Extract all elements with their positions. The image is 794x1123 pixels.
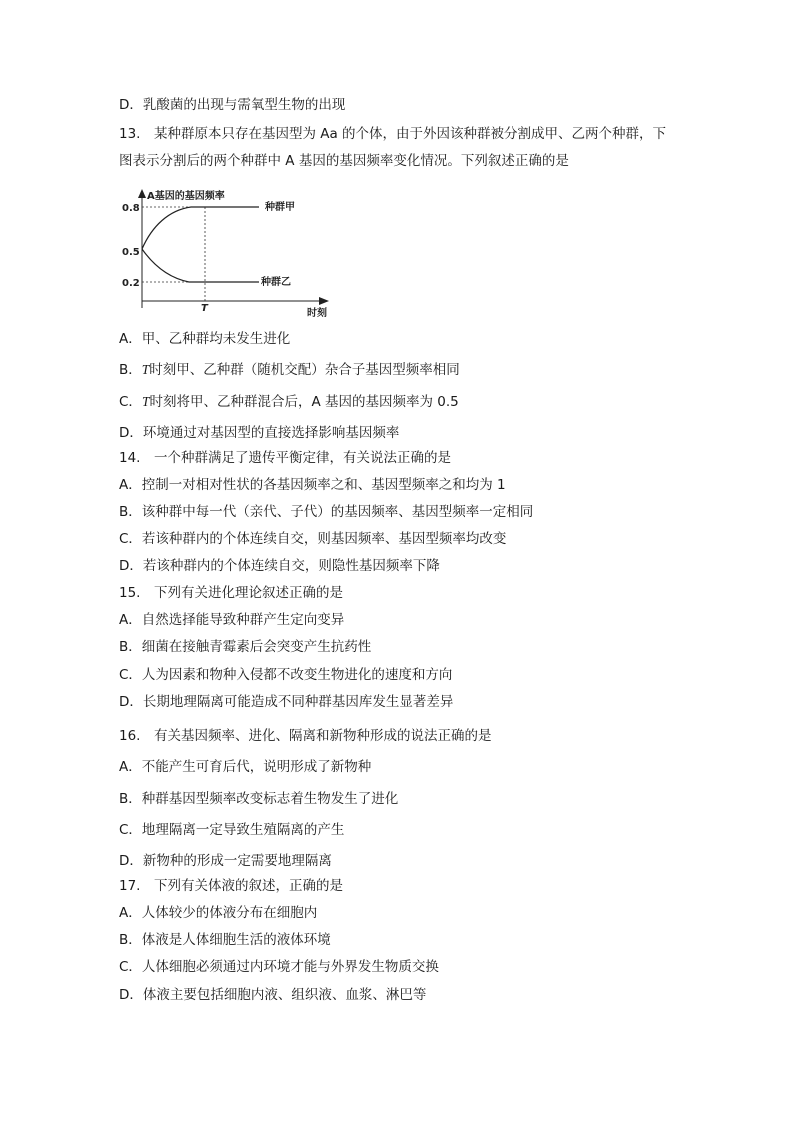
series-label-jia: 种群甲 bbox=[265, 202, 295, 213]
q14-option-d: D．若该种群内的个体连续自交，则隐性基因频率下降 bbox=[119, 558, 440, 574]
x-tick-T: T bbox=[201, 303, 208, 314]
q13-option-c-text: 时刻将甲、乙种群混合后，A 基因的基因频率为 0.5 bbox=[149, 394, 459, 410]
q15-option-b: B．细菌在接触青霉素后会突变产生抗药性 bbox=[119, 639, 372, 655]
y-tick-0.2: 0.2 bbox=[122, 278, 140, 289]
q17-option-a: A．人体较少的体液分布在细胞内 bbox=[119, 905, 318, 921]
q13-option-c-T: T bbox=[141, 394, 150, 409]
q13-option-d: D．环境通过对基因型的直接选择影响基因频率 bbox=[119, 425, 400, 441]
q13-option-b-T: T bbox=[141, 362, 150, 377]
q13-stem-line-2: 图表示分割后的两个种群中 A 基因的基因频率变化情况。下列叙述正确的是 bbox=[119, 153, 569, 169]
q13-option-b-text: 时刻甲、乙种群（随机交配）杂合子基因型频率相同 bbox=[149, 362, 460, 378]
q16-option-b: B．种群基因型频率改变标志着生物发生了进化 bbox=[119, 791, 399, 807]
y-tick-0.8: 0.8 bbox=[122, 203, 140, 214]
q15-stem: 15. 下列有关进化理论叙述正确的是 bbox=[119, 585, 343, 601]
y-axis-arrow bbox=[138, 189, 146, 198]
q13-option-c bbox=[119, 393, 459, 411]
y-axis-label: A基因的基因频率 bbox=[147, 191, 225, 202]
q13-option-b-prefix: B． bbox=[119, 362, 142, 378]
y-tick-0.5: 0.5 bbox=[122, 247, 140, 258]
q16-option-c: C．地理隔离一定导致生殖隔离的产生 bbox=[119, 822, 345, 838]
q13-option-c-prefix: C． bbox=[119, 394, 142, 410]
x-axis-arrow bbox=[319, 297, 329, 305]
x-axis-label: 时刻 bbox=[307, 308, 327, 319]
series-line-yi bbox=[142, 249, 259, 282]
q13-option-a: A．甲、乙种群均未发生进化 bbox=[119, 331, 291, 347]
q14-option-a: A．控制一对相对性状的各基因频率之和、基因型频率之和均为 1 bbox=[119, 477, 506, 493]
series-line-jia bbox=[142, 207, 259, 249]
q15-option-d: D．长期地理隔离可能造成不同种群基因库发生显著差异 bbox=[119, 694, 454, 710]
q17-option-d: D．体液主要包括细胞内液、组织液、血浆、淋巴等 bbox=[119, 987, 427, 1003]
q17-stem: 17. 下列有关体液的叙述，正确的是 bbox=[119, 878, 343, 894]
q16-stem: 16. 有关基因频率、进化、隔离和新物种形成的说法正确的是 bbox=[119, 728, 492, 744]
q13-option-b bbox=[119, 361, 460, 379]
q13-stem-line-1: 13. 某种群原本只存在基因型为 Aa 的个体，由于外因该种群被分割成甲、乙两个种群，下 bbox=[119, 126, 667, 142]
q17-option-c: C．人体细胞必须通过内环境才能与外界发生物质交换 bbox=[119, 959, 439, 975]
q15-option-a: A．自然选择能导致种群产生定向变异 bbox=[119, 612, 345, 628]
q14-option-c: C．若该种群内的个体连续自交，则基因频率、基因型频率均改变 bbox=[119, 531, 507, 547]
q17-option-b: B．体液是人体细胞生活的液体环境 bbox=[119, 932, 331, 948]
q12-option-d: D．乳酸菌的出现与需氧型生物的出现 bbox=[119, 97, 346, 113]
series-label-yi: 种群乙 bbox=[261, 277, 291, 288]
q16-option-a: A．不能产生可育后代，说明形成了新物种 bbox=[119, 759, 372, 775]
q14-option-b: B．该种群中每一代（亲代、子代）的基因频率、基因型频率一定相同 bbox=[119, 504, 534, 520]
gene-frequency-chart bbox=[119, 186, 339, 321]
q14-stem: 14. 一个种群满足了遗传平衡定律，有关说法正确的是 bbox=[119, 450, 451, 466]
q15-option-c: C．人为因素和物种入侵都不改变生物进化的速度和方向 bbox=[119, 667, 453, 683]
q16-option-d: D．新物种的形成一定需要地理隔离 bbox=[119, 853, 332, 869]
